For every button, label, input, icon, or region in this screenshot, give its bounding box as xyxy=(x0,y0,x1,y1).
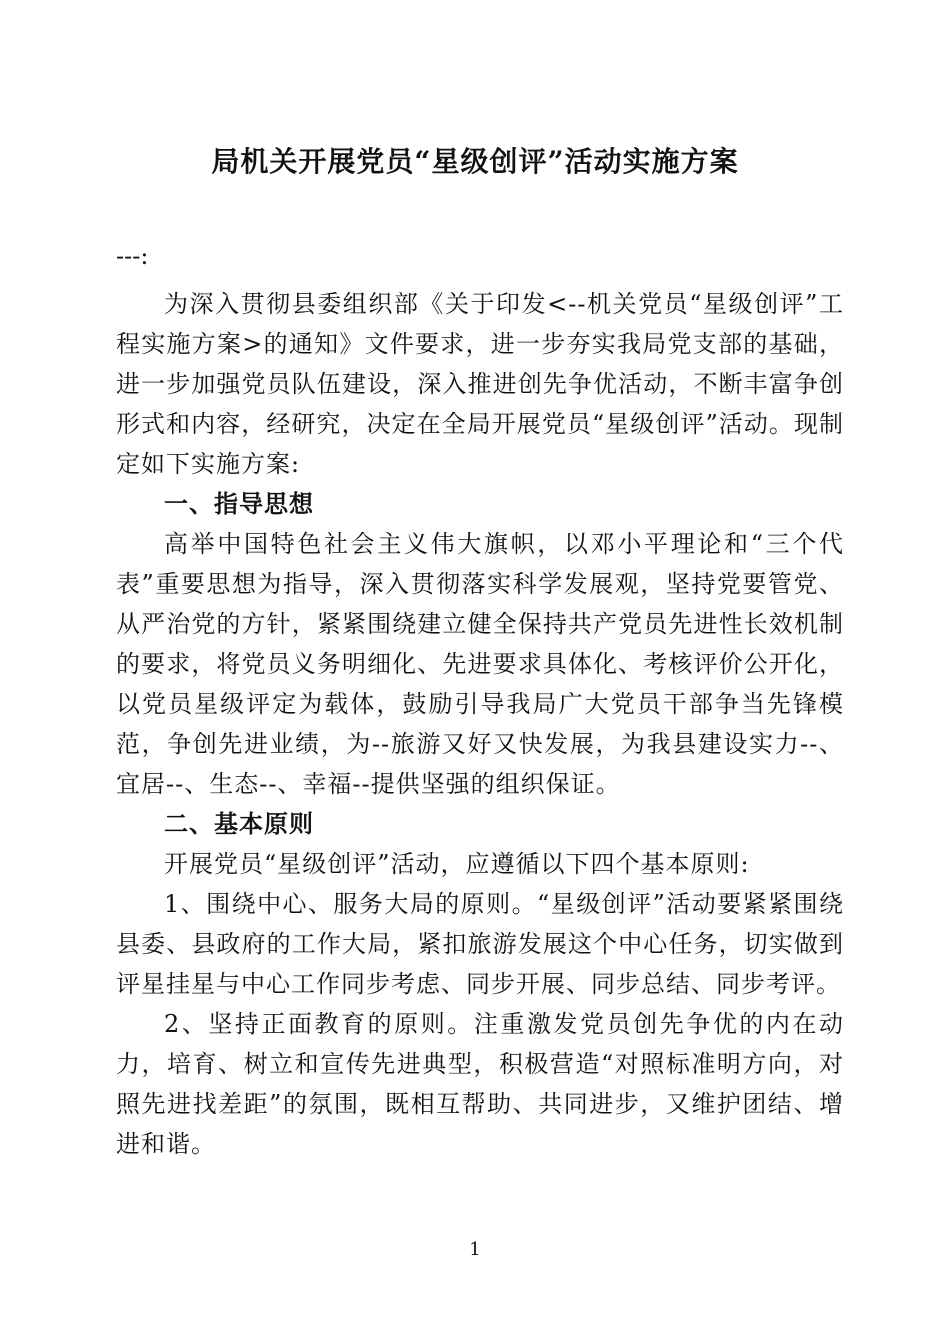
principle-1-paragraph: 1、围绕中心、服务大局的原则。“星级创评”活动要紧紧围绕县委、县政府的工作大局，紧扣旅游发展这个中心任务，切实做到评星挂星与中心工作同步考虑、同步开展、同步总结、同步考评。 xyxy=(116,890,844,998)
intro-paragraph: 为深入贯彻县委组织部《关于印发<--机关党员“星级创评”工程实施方案>的通知》文件要求，进一步夯实我局党支部的基础，进一步加强党员队伍建设，深入推进创先争优活动，不断丰富争创形式和内容，经研究，决定在全局开展党员“星级创评”活动。现制定如下实施方案: xyxy=(116,290,844,478)
salutation: ---: xyxy=(116,242,149,270)
document-body xyxy=(116,230,844,1164)
section-heading-basic-principles: 二、基本原则 xyxy=(164,810,314,838)
section-heading-guiding-ideology: 一、指导思想 xyxy=(164,490,314,518)
principle-2-paragraph: 2、坚持正面教育的原则。注重激发党员创先争优的内在动力，培育、树立和宣传先进典型，积极营造“对照标准明方向，对照先进找差距”的氛围，既相互帮助、共同进步，又维护团结、增进和谐。 xyxy=(116,1010,844,1158)
page-number: 1 xyxy=(469,1239,481,1260)
basic-principles-intro: 开展党员“星级创评”活动，应遵循以下四个基本原则: xyxy=(164,850,750,878)
document-title: 局机关开展党员“星级创评”活动实施方案 xyxy=(211,145,739,178)
guiding-ideology-paragraph: 高举中国特色社会主义伟大旗帜，以邓小平理论和“三个代表”重要思想为指导，深入贯彻落实科学发展观，坚持党要管党、从严治党的方针，紧紧围绕建立健全保持共产党员先进性长效机制的要求，将党员义务明细化、先进要求具体化、考核评价公开化，以党员星级评定为载体，鼓励引导我局广大党员干部争当先锋模范，争创先进业绩，为--旅游又好又快发展，为我县建设实力--、宜居--、生态--、幸福--提供坚强的组织保证。 xyxy=(116,530,844,798)
